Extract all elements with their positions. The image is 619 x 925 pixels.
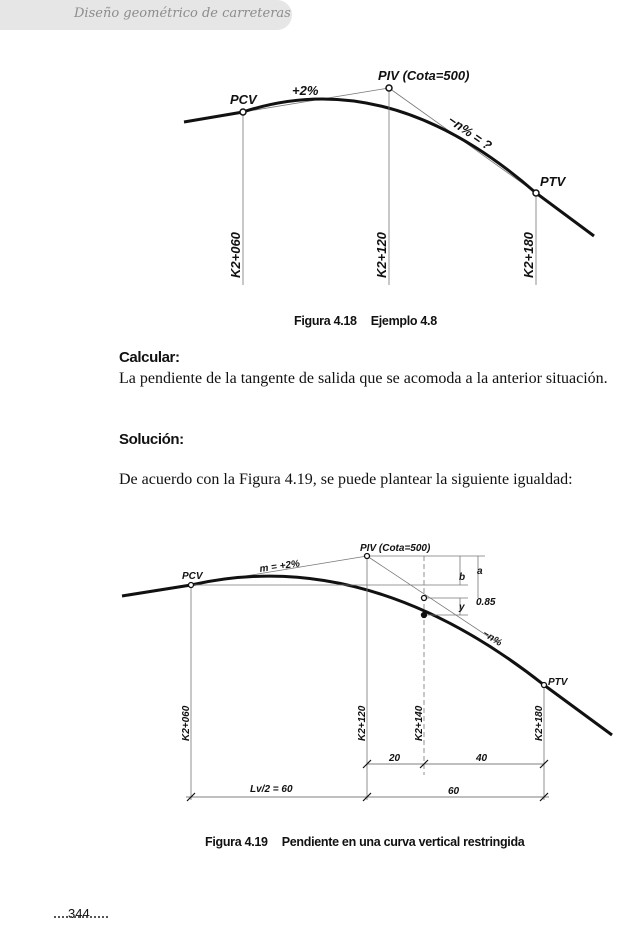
slope-out-label: −n% = ? — [445, 112, 495, 154]
slope-in-label-2: m = +2% — [258, 558, 301, 575]
piv-label: PIV (Cota=500) — [378, 68, 470, 83]
dim-60-label: 60 — [448, 786, 460, 797]
figure-4-18 — [0, 40, 619, 340]
pcv-label-2: PCV — [182, 571, 203, 582]
figure-title-2: Pendiente en una curva vertical restringida — [281, 835, 525, 849]
slope-in-label: +2% — [292, 83, 319, 98]
dim-40-label: 40 — [476, 753, 488, 764]
tangent-point-2 — [422, 596, 427, 601]
piv-point — [386, 85, 392, 91]
station-label-2-4: K2+180 — [534, 705, 545, 741]
dim-20-label: 20 — [389, 753, 401, 764]
dim-a-label: a — [477, 566, 483, 577]
running-header: Diseño geométrico de carreteras — [74, 6, 291, 21]
figure-number-2: Figura 4.19 — [205, 835, 268, 849]
figure-4-19 — [0, 535, 619, 825]
ptv-point — [533, 190, 539, 196]
offset-label: 0.85 — [476, 597, 496, 608]
pcv-label: PCV — [230, 92, 257, 107]
figure-title-1: Ejemplo 4.8 — [370, 314, 437, 328]
station-label-2-1: K2+060 — [181, 705, 192, 741]
solucion-text: De acuerdo con la Figura 4.19, se puede plantear la siguiente igualdad: — [119, 471, 573, 488]
ptv-label-2: PTV — [548, 677, 568, 688]
pcv-point-2 — [189, 583, 194, 588]
dim-b-label: b — [459, 572, 466, 583]
piv-label-2: PIV (Cota=500) — [360, 543, 431, 554]
curve-point-2 — [422, 613, 427, 618]
dim-half-lv-label: Lv/2 = 60 — [250, 784, 293, 795]
dim-y-label: y — [459, 602, 465, 613]
station-label-3: K2+180 — [521, 232, 536, 278]
figure-number-1: Figura 4.18 — [294, 314, 357, 328]
station-label-2-2: K2+120 — [357, 705, 368, 741]
station-label-1: K2+060 — [228, 232, 243, 278]
figure-caption-1 — [294, 314, 437, 328]
calcular-text: La pendiente de la tangente de salida que se acomoda a la anterior situación. — [119, 370, 608, 387]
ptv-label: PTV — [540, 174, 566, 189]
pcv-point — [240, 109, 246, 115]
slope-out-label-2: −n% — [480, 628, 504, 649]
page-number: 344 — [68, 906, 90, 921]
station-label-2: K2+120 — [374, 232, 389, 278]
solucion-heading: Solución: — [119, 431, 184, 448]
page-number-dots — [54, 916, 108, 918]
station-label-2-3: K2+140 — [414, 705, 425, 741]
ptv-point-2 — [542, 683, 547, 688]
piv-point-2 — [365, 554, 370, 559]
calcular-heading: Calcular: — [119, 349, 180, 366]
figure-caption-2 — [205, 835, 524, 849]
